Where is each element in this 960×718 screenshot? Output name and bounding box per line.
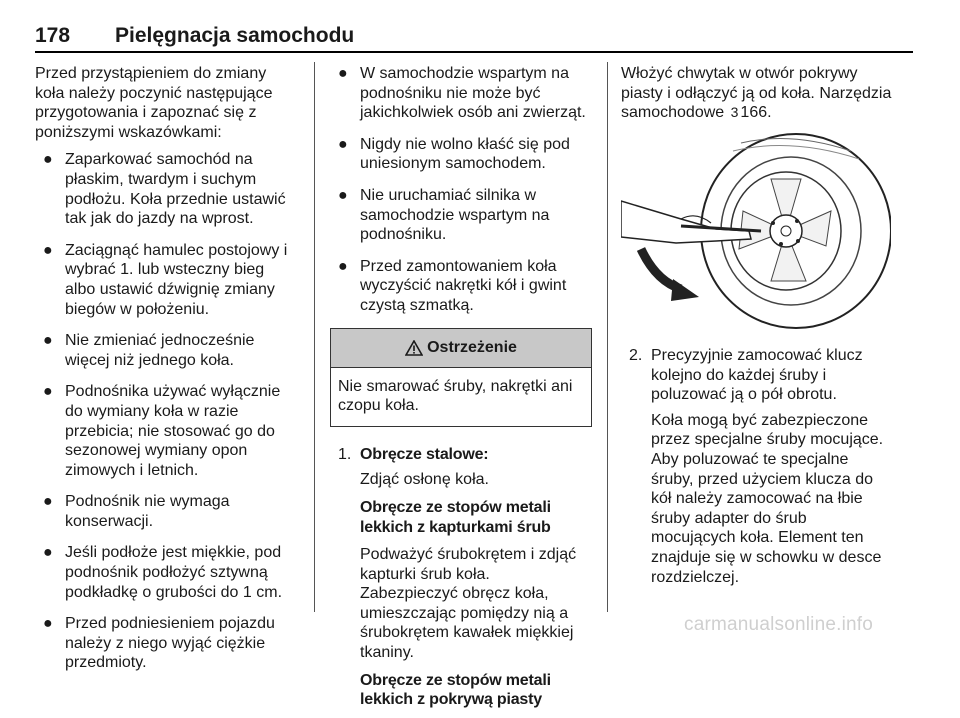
step-text: Zdjąć osłonę koła.: [360, 471, 489, 489]
list-item-text: Zaciągnąć hamulec postojowy i wybrać 1. lub wsteczny bieg albo ustawić dźwignię zmiany biegów w położeniu.: [65, 241, 288, 318]
list-item: [35, 382, 297, 480]
warning-box: [330, 328, 592, 427]
numbered-step: [621, 346, 893, 405]
list-item-text: Jeśli podłoże jest miękkie, pod podnośnik podłożyć sztywną podkładkę o grubości do 1 cm.: [65, 544, 283, 601]
list-item: [330, 64, 592, 123]
list-item: [35, 543, 297, 602]
intro-text: [621, 64, 893, 123]
step-subtext: Koła mogą być zabezpieczone przez specjalne śruby mocujące. Aby poluzować te specjalne śruby, przed użyciem klucza do kół należy zamocować na łbie śruby adapter do śrub mocujących koła. Element ten znajduje się w schowku w desce rozdzielczej.: [651, 411, 884, 586]
list-item: [35, 492, 297, 531]
list-item: [35, 614, 297, 673]
list-item: [330, 257, 592, 316]
step-number: 2.: [629, 347, 643, 364]
warning-text: Nie smarować śruby, nakrętki ani czopu koła.: [338, 377, 573, 415]
warning-header: [331, 329, 591, 368]
step-subheading: Obręcze ze stopów metali lekkich z pokrywą piasty: [360, 671, 551, 709]
intro-text: Przed przystąpieniem do zmiany koła należy poczynić następujące przygotowania i zapoznać się z poniższymi wskazówkami:: [35, 65, 273, 141]
column-divider-2: [607, 62, 608, 612]
column-3: [621, 64, 893, 131]
bullet-icon: ●: [338, 257, 348, 275]
list-item: [330, 186, 592, 245]
list-item-text: Zaparkować samochód na płaskim, twardym i suchym podłożu. Koła przednie ustawić tak jak do jazdy na wprost.: [65, 151, 286, 228]
intro-text-b: 166.: [740, 104, 772, 122]
bullet-icon: ●: [43, 332, 53, 350]
intro-text-a: Włożyć chwytak w otwór pokrywy piasty i odłączyć ją od koła. Narzędzia samochodowe: [621, 65, 892, 122]
page-reference-icon: 3: [730, 104, 739, 121]
step-text: Precyzyjnie zamocować klucz kolejno do każdej śruby i poluzować ją o pół obrotu.: [651, 347, 863, 404]
bullet-icon: ●: [43, 544, 53, 562]
list-item-text: Nie uruchamiać silnika w samochodzie wspartym na podnośniku.: [360, 186, 550, 244]
bullet-icon: ●: [43, 493, 53, 511]
page-number: 178: [35, 24, 71, 47]
list-item: [35, 331, 297, 370]
wheel-illustration: [621, 131, 891, 331]
list-item: [35, 150, 297, 228]
list-item-text: W samochodzie wspartym na podnośniku nie może być jakichkolwiek osób ani zwierząt.: [360, 65, 586, 122]
step-number: 1.: [338, 445, 352, 463]
bullet-icon: ●: [338, 135, 348, 153]
bullet-icon: ●: [43, 383, 53, 401]
column-1: [35, 64, 297, 685]
bullet-icon: ●: [43, 151, 53, 169]
step-heading: Obręcze stalowe:: [360, 445, 489, 463]
numbered-step: [330, 445, 592, 465]
tire-wrench-illustration: [621, 131, 891, 331]
list-item-text: Podnośnik nie wymaga konserwacji.: [65, 493, 230, 530]
warning-title: Ostrzeżenie: [427, 338, 517, 356]
column-2: [330, 64, 592, 718]
page-title: Pielęgnacja samochodu: [115, 24, 355, 47]
bullet-icon: ●: [338, 186, 348, 204]
step-subtext: Podważyć śrubokrętem i zdjąć kapturki śrub koła. Zabezpieczyć obręcz koła, umieszczając pomiędzy nią a śrubokrętem kawałek miękkiej tkaniny.: [360, 546, 577, 662]
bullet-icon: ●: [338, 65, 348, 82]
bullet-icon: ●: [43, 615, 53, 633]
column-3-lower: [621, 346, 893, 595]
list-item: [330, 135, 592, 174]
list-item-text: Podnośnika używać wyłącznie do wymiany koła w razie przebicia; nie stosować go do sezonowej wymiany opon zimowych i letnich.: [65, 383, 281, 479]
list-item-text: Przed zamontowaniem koła wyczyścić nakrętki kół i gwint czystą szmatką.: [360, 257, 567, 314]
list-item-text: Nie zmieniać jednocześnie więcej niż jednego koła.: [65, 332, 255, 369]
list-item-text: Nigdy nie wolno kłaść się pod uniesionym samochodem.: [360, 135, 570, 173]
watermark: carmanualsonline.info: [684, 614, 874, 635]
bullet-icon: ●: [43, 241, 53, 259]
header-rule: [35, 51, 913, 53]
list-item: [35, 241, 297, 319]
list-item-text: Przed podniesieniem pojazdu należy z niego wyjąć ciężkie przedmioty.: [65, 615, 275, 672]
warning-triangle-icon: [405, 340, 423, 356]
step-subheading: Obręcze ze stopów metali lekkich z kapturkami śrub: [360, 498, 551, 536]
page-header: [35, 24, 915, 52]
column-divider-1: [314, 62, 315, 612]
